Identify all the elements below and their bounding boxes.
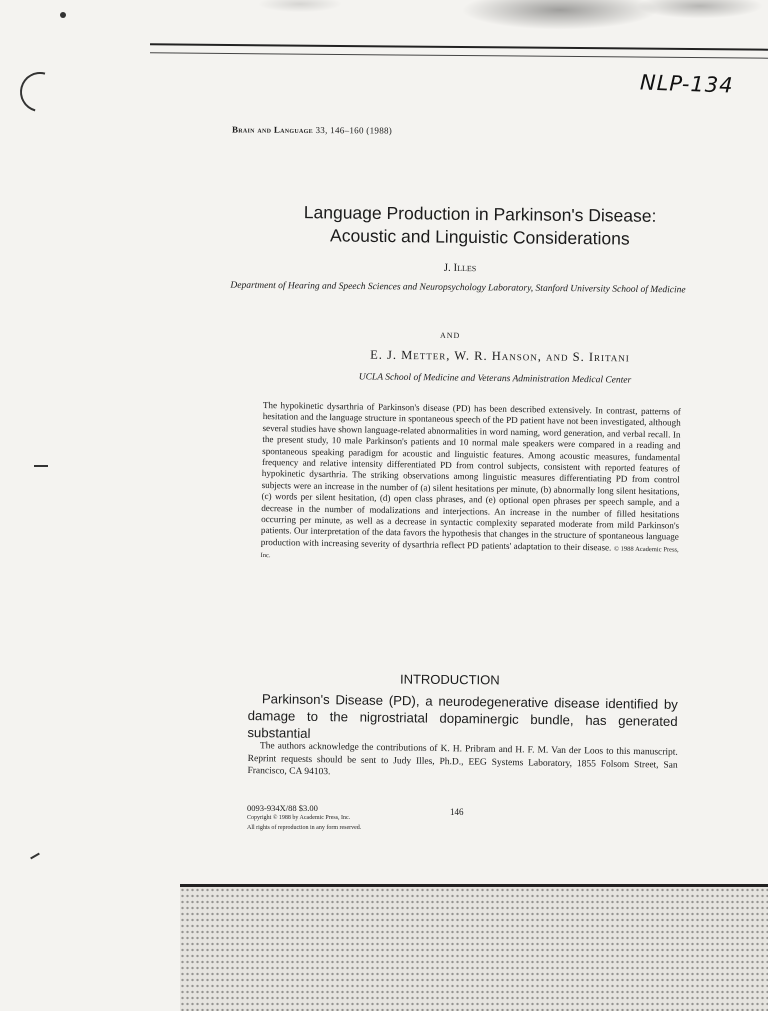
scan-speck	[60, 12, 66, 18]
rights-line: All rights of reproduction in any form reserved.	[247, 825, 362, 831]
paper-title: Language Production in Parkinson's Disease: Acoustic and Linguistic Considerations	[303, 202, 657, 249]
abstract-copyright: © 1988 Academic Press, Inc.	[260, 545, 679, 560]
journal-citation	[232, 124, 392, 135]
and-separator: AND	[439, 330, 461, 341]
page-number: 146	[450, 807, 464, 817]
first-author: J. Illes	[443, 261, 477, 275]
handwritten-note: NLP-134	[639, 70, 734, 98]
abstract	[260, 400, 680, 568]
issn-price: 0093-934X/88 $3.00	[247, 803, 318, 813]
punch-hole-mark	[13, 65, 68, 120]
issn-block	[247, 803, 361, 833]
intro-paragraph: Parkinson's Disease (PD), a neurodegenerative disease identified by damage to the nigrostriatal dopaminergic bundle, has generated substantial	[247, 691, 678, 741]
acknowledgment-footnote: The authors acknowledge the contributions of K. H. Pribram and H. F. M. Van der Loos to this manuscript. Reprint requests should be sent to Judy Illes, Ph.D., EEG Systems Laboratory, 1855 Folsom Street, San Francisco, CA 94103.	[247, 741, 678, 778]
journal-name: Brain and Language	[231, 124, 313, 136]
scan-speck	[34, 465, 48, 467]
copyright-line: Copyright © 1988 by Academic Press, Inc.	[247, 815, 351, 821]
second-affiliation: UCLA School of Medicine and Veterans Administration Medical Center	[358, 372, 632, 386]
scan-noise-bottom	[180, 884, 768, 1011]
co-authors: E. J. Metter, W. R. Hanson, and S. Iritani	[370, 347, 630, 365]
abstract-text: The hypokinetic dysarthria of Parkinson's disease (PD) has been described extensively. In contrast, patterns of hesitation and the language structure in spontaneous speech of the PD patient have not been investigated, although several studies have shown language-related abnormalities in word naming, word generation, and verbal recall. In the present study, 10 male Parkinson's patients and 10 normal male speakers were compared in a reading and spontaneous speaking paradigm for acoustic and linguistic features. Among acoustic measures, fundamental frequency and relative intensity differentiated PD from control subjects, consistent with reported features of hypokinetic dysarthria. The striking observations among linguistic measures differentiating PD from control subjects were an increase in the number of (a) silent hesitations per minute, (b) abnormally long silent hesitations, (c) words per silent hesitation, (d) open class phrases, and (e) optional open phrases per speech sample, and a decrease in the number of modalizations and interjections. An increase in the number of filled hesitations occurring per minute, as well as a decrease in syntactic complexity separated moderate from mild Parkinson's patients. Our interpretation of the data favors the hypothesis that changes in the structure of spontaneous language production with increasing severity of dysarthria reflect PD patients' adaptation to their disease.	[260, 400, 681, 553]
journal-volume: 33, 146–160 (1988)	[315, 125, 393, 136]
scan-noise-top	[0, 0, 768, 60]
scan-speck	[30, 853, 40, 860]
first-affiliation: Department of Hearing and Speech Sciences and Neuropsychology Laboratory, Stanford University School of Medicine	[230, 280, 686, 296]
section-heading: INTRODUCTION	[399, 671, 500, 688]
